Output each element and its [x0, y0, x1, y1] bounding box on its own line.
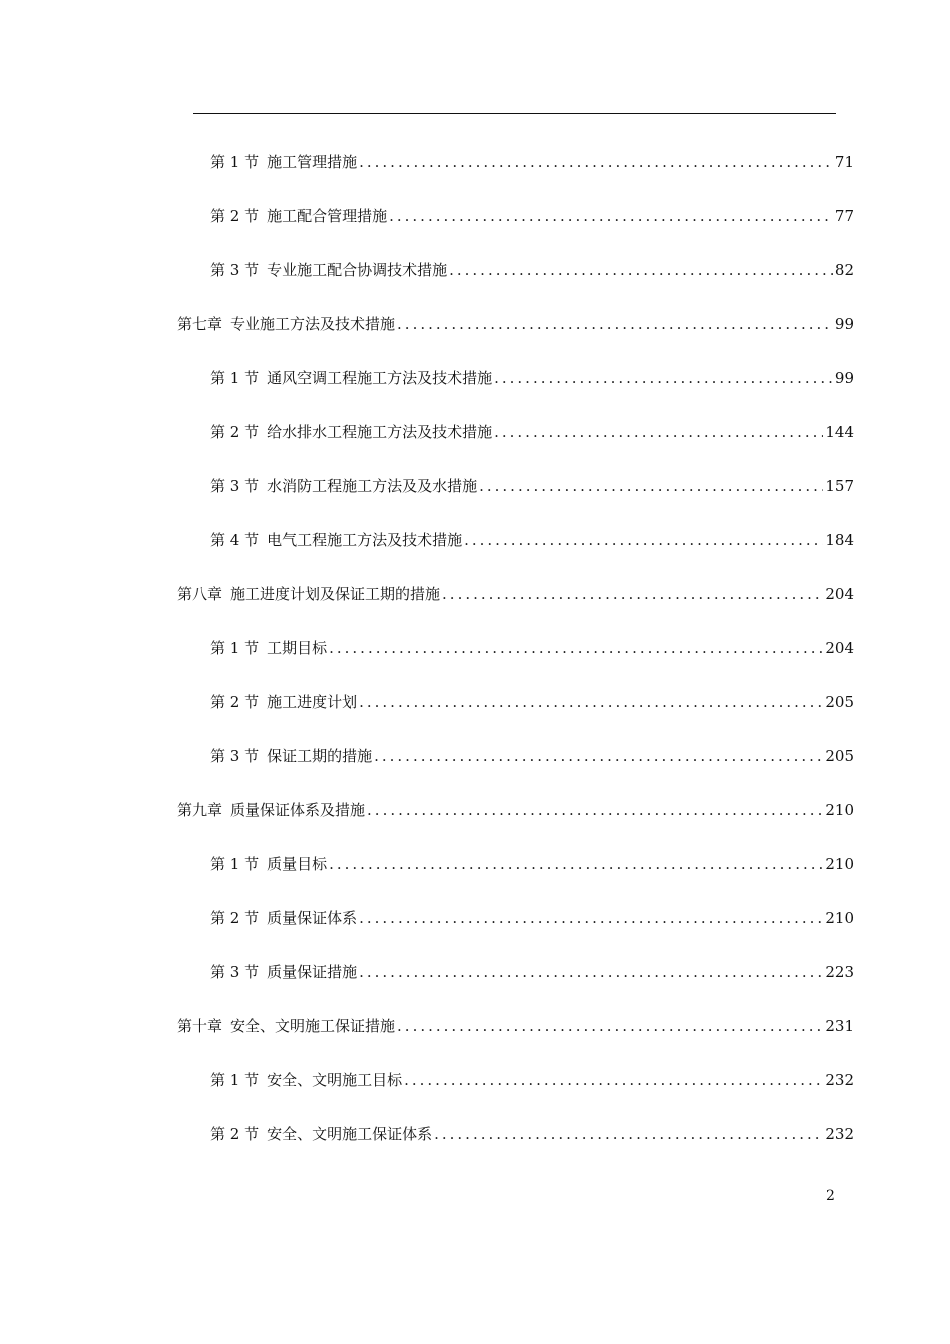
toc-leader: [434, 1124, 823, 1144]
toc-entry-label: 第 1 节: [210, 855, 260, 873]
toc-entry-page: 99: [834, 369, 854, 387]
toc-entry[interactable]: [210, 904, 854, 928]
toc-entry[interactable]: [210, 1120, 854, 1144]
toc-entry-title: 专业施工配合协调技术措施: [267, 261, 448, 279]
toc-entry-title: 质量目标: [267, 855, 328, 873]
header-rule: [193, 113, 836, 114]
toc-entry[interactable]: [210, 742, 854, 766]
toc-entry-title: 施工进度计划: [267, 693, 358, 711]
toc-leader: [329, 854, 823, 874]
toc-entry[interactable]: [210, 526, 854, 550]
toc-entry[interactable]: [210, 256, 854, 280]
toc-leader: [404, 1070, 823, 1090]
toc-entry-chapter[interactable]: [177, 310, 854, 334]
toc-entry-chapter[interactable]: [177, 580, 854, 604]
toc-entry-page: 231: [825, 1017, 854, 1035]
toc-entry-page: 232: [825, 1071, 854, 1089]
toc-entry-label: 第 3 节: [210, 261, 260, 279]
toc-leader: [442, 584, 823, 604]
toc-entry-label: 第 2 节: [210, 909, 260, 927]
toc-leader: [494, 422, 823, 442]
toc-entry[interactable]: [210, 472, 854, 496]
toc-entry[interactable]: [210, 634, 854, 658]
toc-entry-title: 质量保证体系: [267, 909, 358, 927]
toc-entry-page: 82: [834, 261, 854, 279]
toc-entry-label: 第 2 节: [210, 423, 260, 441]
toc-entry-label: 第 3 节: [210, 747, 260, 765]
toc-entry-title: 施工进度计划及保证工期的措施: [230, 585, 441, 603]
toc-entry-label: 第九章: [177, 801, 223, 819]
toc-entry-label: 第八章: [177, 585, 223, 603]
toc-entry-label: 第 1 节: [210, 153, 260, 171]
toc-entry-page: 184: [825, 531, 854, 549]
toc-entry[interactable]: [210, 958, 854, 982]
toc-entry-chapter[interactable]: [177, 1012, 854, 1036]
toc-entry-label: 第 1 节: [210, 1071, 260, 1089]
toc-entry-page: 232: [825, 1125, 854, 1143]
toc-entry-page: 205: [825, 747, 854, 765]
toc-entry-page: 223: [825, 963, 854, 981]
toc-entry-title: 安全、文明施工保证措施: [230, 1017, 396, 1035]
toc-entry-title: 保证工期的措施: [267, 747, 373, 765]
toc-entry-page: 205: [825, 693, 854, 711]
toc-entry[interactable]: [210, 202, 854, 226]
toc-leader: [374, 746, 823, 766]
toc-entry-page: 204: [825, 639, 854, 657]
toc-entry-title: 安全、文明施工目标: [267, 1071, 403, 1089]
toc-entry-title: 给水排水工程施工方法及技术措施: [267, 423, 493, 441]
toc-entry-title: 电气工程施工方法及技术措施: [267, 531, 463, 549]
toc-entry-page: 71: [834, 153, 854, 171]
toc-leader: [359, 152, 833, 172]
toc-leader: [397, 314, 833, 334]
toc-entry[interactable]: [210, 688, 854, 712]
toc-entry-label: 第十章: [177, 1017, 223, 1035]
toc-leader: [359, 962, 823, 982]
toc-entry[interactable]: [210, 850, 854, 874]
page-number: 2: [826, 1188, 835, 1204]
toc-entry-title: 施工配合管理措施: [267, 207, 388, 225]
toc-entry-label: 第 4 节: [210, 531, 260, 549]
toc-entry-label: 第 1 节: [210, 369, 260, 387]
toc-entry-page: 204: [825, 585, 854, 603]
toc-entry-title: 安全、文明施工保证体系: [267, 1125, 433, 1143]
toc-entry[interactable]: [210, 148, 854, 172]
toc-entry-page: 157: [825, 477, 854, 495]
toc-entry-page: 210: [825, 909, 854, 927]
toc-entry-label: 第 1 节: [210, 639, 260, 657]
toc-leader: [359, 692, 823, 712]
toc-entry-page: 77: [834, 207, 854, 225]
toc-entry[interactable]: [210, 1066, 854, 1090]
toc-leader: [367, 800, 823, 820]
toc-entry-page: 210: [825, 855, 854, 873]
toc-entry-title: 工期目标: [267, 639, 328, 657]
toc-entry-label: 第 3 节: [210, 963, 260, 981]
toc-leader: [464, 530, 823, 550]
toc-entry-label: 第七章: [177, 315, 223, 333]
toc-entry-title: 水消防工程施工方法及及水措施: [267, 477, 478, 495]
toc-leader: [449, 260, 833, 280]
toc-leader: [329, 638, 823, 658]
toc-entry-chapter[interactable]: [177, 796, 854, 820]
toc-entry-title: 通风空调工程施工方法及技术措施: [267, 369, 493, 387]
toc-entry-label: 第 2 节: [210, 207, 260, 225]
toc-entry-title: 施工管理措施: [267, 153, 358, 171]
toc-entry-label: 第 2 节: [210, 1125, 260, 1143]
toc-entry-title: 质量保证体系及措施: [230, 801, 366, 819]
toc-entry-title: 质量保证措施: [267, 963, 358, 981]
toc-entry-title: 专业施工方法及技术措施: [230, 315, 396, 333]
toc-entry-page: 99: [834, 315, 854, 333]
toc-entry-label: 第 2 节: [210, 693, 260, 711]
toc-entry[interactable]: [210, 364, 854, 388]
toc-leader: [397, 1016, 823, 1036]
toc-entry-page: 144: [825, 423, 854, 441]
toc-leader: [479, 476, 823, 496]
toc-leader: [389, 206, 833, 226]
toc-entry-label: 第 3 节: [210, 477, 260, 495]
toc-entry-page: 210: [825, 801, 854, 819]
toc-leader: [494, 368, 833, 388]
toc-entry[interactable]: [210, 418, 854, 442]
toc-leader: [359, 908, 823, 928]
